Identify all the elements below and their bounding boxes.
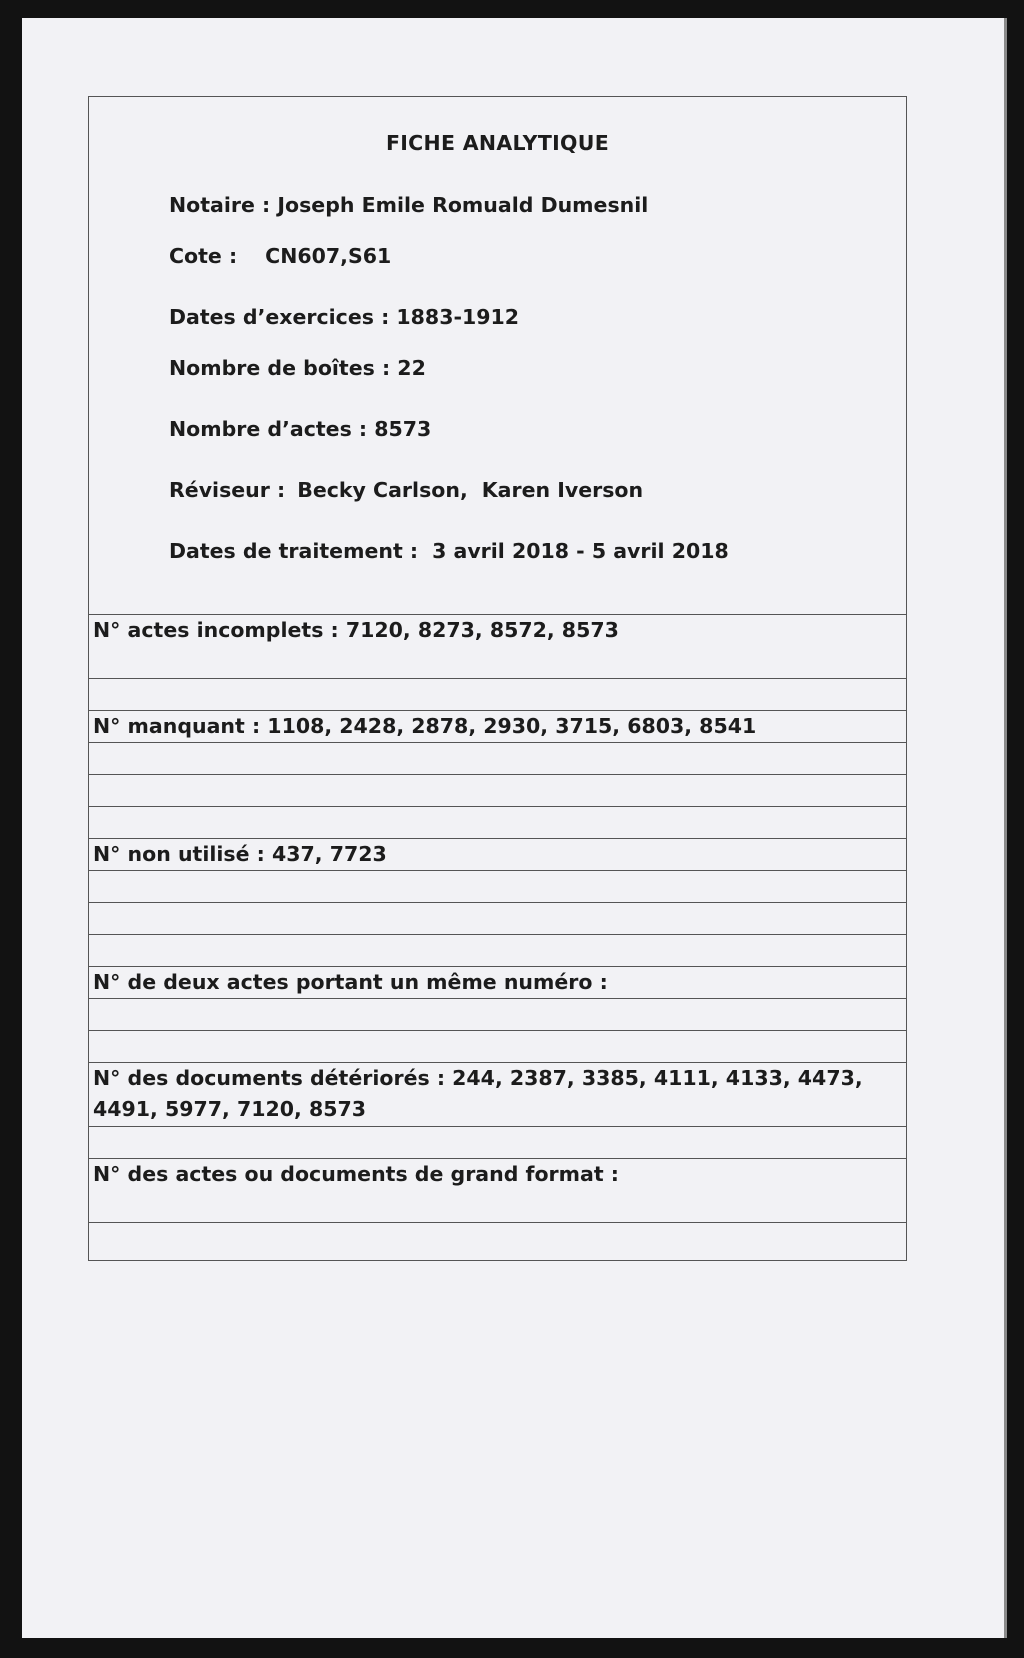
reviseur-label: Réviseur : xyxy=(169,478,286,502)
nombre-boites-line: Nombre de boîtes : 22 xyxy=(169,356,426,380)
row-manquant: N° manquant : 1108, 2428, 2878, 2930, 3715, 6803, 8541 xyxy=(89,710,906,742)
row-non-utilise: N° non utilisé : 437, 7723 xyxy=(89,838,906,870)
reviseur-value: Becky Carlson, xyxy=(297,478,468,502)
scanned-page xyxy=(22,18,1007,1638)
notaire-line: Notaire : Joseph Emile Romuald Dumesnil xyxy=(169,193,649,217)
row-actes-incomplets: N° actes incomplets : 7120, 8273, 8572, 8573 xyxy=(89,614,906,678)
dates-exercices-line: Dates d’exercices : 1883-1912 xyxy=(169,305,520,329)
row-blank xyxy=(89,902,906,934)
dates-traitement-label: Dates de traitement : xyxy=(169,539,419,563)
form-header xyxy=(89,97,906,614)
dates-traitement-line xyxy=(169,539,729,563)
cote-label: Cote : xyxy=(169,244,238,268)
reviseur-value-2: Karen Iverson xyxy=(481,478,644,502)
reviseur-line xyxy=(169,478,643,502)
row-blank xyxy=(89,998,906,1030)
nombre-actes-line: Nombre d’actes : 8573 xyxy=(169,417,432,441)
row-blank xyxy=(89,1222,906,1254)
row-blank xyxy=(89,1030,906,1062)
row-grand-format: N° des actes ou documents de grand format : xyxy=(89,1158,906,1222)
row-documents-deteriores: N° des documents détériorés : 244, 2387, 3385, 4111, 4133, 4473, 4491, 5977, 7120, 8573 xyxy=(89,1062,906,1126)
fiche-analytique-form xyxy=(88,96,907,1261)
cote-line xyxy=(169,244,391,268)
row-deux-actes: N° de deux actes portant un même numéro : xyxy=(89,966,906,998)
form-title: FICHE ANALYTIQUE xyxy=(385,131,610,155)
cote-value: CN607,S61 xyxy=(265,244,392,268)
row-blank xyxy=(89,1126,906,1158)
row-blank xyxy=(89,742,906,774)
row-blank xyxy=(89,678,906,710)
row-blank xyxy=(89,934,906,966)
dates-traitement-value: 3 avril 2018 - 5 avril 2018 xyxy=(432,539,729,563)
row-blank xyxy=(89,806,906,838)
row-blank xyxy=(89,774,906,806)
form-rows xyxy=(89,614,906,1254)
row-blank xyxy=(89,870,906,902)
